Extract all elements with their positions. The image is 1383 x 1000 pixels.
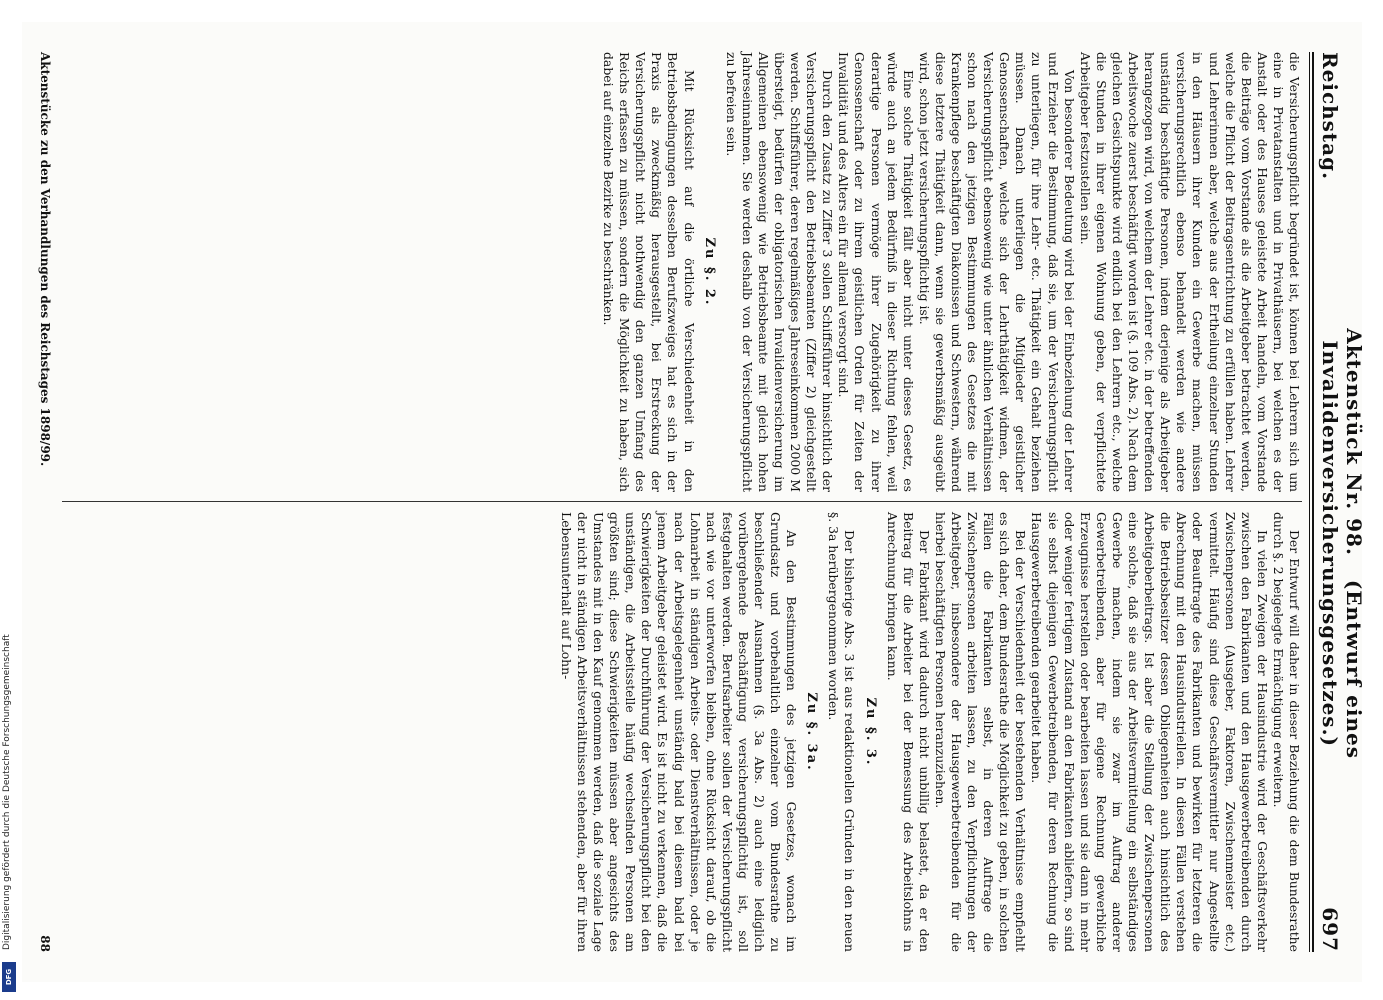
left-paragraph: Eine solche Thätigkeit fällt aber nicht unter dieses Gesetz, es würde auch an jedem Bedürfniß in dieser Richtung fehlen, weil derartige Personen vermöge ihrer Zugehörigkeit zu ihrer Genossenschaft oder zu ihrem geistlichen Orden für Zeiten der Invalidität und des Alters ein für allemal versorgt sind.	[836, 52, 916, 492]
header-left: Reichstag.	[1318, 52, 1342, 181]
section-heading: Zu §. 3.	[862, 697, 878, 767]
running-header	[1318, 52, 1366, 952]
right-paragraph: Der Entwurf will daher in dieser Beziehung die dem Bundesrathe durch §. 2 beigelegte Ermächtigung erweitern.	[1270, 512, 1302, 952]
signature-mark: 88	[38, 935, 52, 952]
section-heading: Zu §. 2.	[701, 237, 717, 307]
digitization-note-text: Digitalisierung gefördert durch die Deutsche Forschungsgemeinschaft	[2, 634, 12, 950]
rotated-page-content	[22, 22, 1366, 982]
left-paragraph: Von besonderer Bedeutung wird bei der Einbeziehung der Lehrer und Erzieher die Bestimmung, daß sie, um der Versicherungspflicht zu unterliegen, für ihre Lehr- etc. Thätigkeit ein Gehalt beziehen müssen. Danach unterliegen die Mitglieder geistlicher Genossenschaften, welche sich der Lehrthätigkeit widmen, der Versicherungspflicht ebensowenig wie unter ähnlichen Verhältnissen schon nach den jetzigen Bestimmungen des Gesetzes die mit Krankenpflege beschäftigten Diakonissen und Schwestern, während diese letztere Thätigkeit dann, wenn sie gewerbsmäßig ausgeübt wird, schon jetzt versicherungspflichtig ist.	[916, 52, 1077, 492]
footer-source: Aktenstücke zu den Verhandlungen des Reichstages 1898/99.	[38, 52, 52, 467]
left-column	[62, 52, 1302, 492]
right-paragraph: An den Bestimmungen des jetzigen Gesetzes, wonach im Grundsatz und vorbehaltlich einzelner vom Bundesrathe zu beschließender Ausnahmen (§. 3a Abs. 2) auch eine lediglich vorübergehende Beschäftigung versicherungspflichtig ist, soll festgehalten werden. Berufsarbeiter sollen der Versicherungspflicht nach wie vor unterworfen bleiben, ohne Rücksicht darauf, ob die Lohnarbeit in ständigen Arbeits- oder Dienstverhältnissen, oder je nach der Arbeitsgelegenheit unständig bald bei diesem bald bei jenem Arbeitgeber geleistet wird. Es ist nicht zu verkennen, daß die Schwierigkeiten der Durchführung der Versicherungspflicht bei den unständigen, die Arbeitsstelle häufig wechselnden Personen am größten sind; diese Schwierigkeiten müssen aber angesichts des Umstandes mit in den Kauf genommen werden, daß die soziale Lage der nicht in ständigen Arbeitsverhältnissen stehenden, aber für ihren Lebensunterhalt auf Lohn-	[558, 512, 800, 952]
digitization-note	[2, 30, 18, 970]
right-column	[62, 512, 1302, 952]
section-heading: Zu §. 3a.	[804, 692, 820, 772]
scanned-page	[22, 22, 1366, 982]
left-paragraph: Durch den Zusatz zu Ziffer 3 sollen Schiffsführer hinsichtlich der Versicherungspflicht den Betriebsbeamten (Ziffer 2) gleichgestellt werden. Schiffsführer, deren regelmäßiges Jahreseinkommen 2000 M übersteigt, bedürfen der obligatorischen Invalidenversicherung im Allgemeinen ebensowenig wie Betriebsbeamte mit gleich hohen Jahreseinnahmen. Sie werden deshalb von der Versicherungspflicht zu befreien sein.	[723, 52, 836, 492]
header-document-number: Aktenstück Nr. 98.	[1342, 328, 1366, 556]
header-rule-thin	[1309, 52, 1310, 952]
right-paragraph: Der Fabrikant wird dadurch nicht unbillig belastet, da er den Beitrag für die Arbeiter bei der Bemessung des Arbeitslohns in Anrechnung bringen kann.	[884, 512, 932, 952]
page-number: 697	[1318, 907, 1342, 952]
header-center	[1318, 180, 1366, 907]
dfg-logo-text: DFG	[5, 968, 13, 986]
right-paragraph: In vielen Zweigen der Hausindustrie wird der Geschäftsverkehr zwischen den Fabrikanten und den Hausgewerbetreibenden durch Zwischenpersonen (Ausgeber, Faktoren, Zwischenmeister etc.) vermittelt. Häufig sind diese Geschäftsvermittler nur Angestellte oder Beauftragte des Fabrikanten und bewirken für letzteren die Abrechnung mit den Hausindustriellen. In diesen Fällen verstehen die Betriebsbesitzer dessen Obliegenheiten auch hinsichtlich des Arbeitgeberbeitrags. Ist aber die Stellung der Zwischenpersonen eine solche, daß sie aus der Arbeitsvermittelung ein selbständiges Gewerbe machen, indem sie zwar im Auftrag anderer Gewerbetreibenden, aber für eigene Rechnung gewerbliche Erzeugnisse herstellen oder bearbeiten lassen und sie dann in mehr oder weniger fertigem Zustand an den Fabrikanten abliefern, so sind sie selbst diejenigen Gewerbetreibenden, für deren Rechnung die Hausgewerbetreibenden gearbeitet haben.	[1029, 512, 1270, 952]
right-paragraph: Der bisherige Abs. 3 ist aus redaktionellen Gründen in den neuen §. 3a herübergenommen worden.	[826, 512, 858, 952]
left-paragraph: Mit Rücksicht auf die örtliche Verschiedenheit in den Betriebsbedingungen desselben Berufszweiges hat es sich in der Praxis als zweckmäßig herausgestellt, bei Erstreckung der Versicherungspflicht nicht nothwendig den ganzen Umfang des Reichs erfassen zu müssen, sondern die Möglichkeit zu haben, sich dabei auf einzelne Bezirke zu beschränken.	[601, 52, 697, 492]
column-divider	[62, 501, 1302, 502]
page-footer	[38, 52, 52, 492]
header-rule	[1312, 52, 1314, 952]
header-document-title: (Entwurf eines Invalidenversicherungsgesetzes.)	[1318, 340, 1366, 760]
dfg-logo	[2, 962, 16, 992]
left-paragraph: die Versicherungspflicht begründet ist, können bei Lehrern sich um eine in Privatanstalten und in Privathäusern, bei welchen es der Anstalt oder des Hauses geleistete Arbeit handeln, vom Vorstande die Beiträge vom Vorstande als die Arbeitgeber betrachtet werden, welche die Pflicht der Beitragsentrichtung zu erfüllen haben. Lehrer und Lehrerinnen aber, welche aus der Ertheilung einzelner Stunden in den Häusern ihrer Kunden ein Gewerbe machen, müssen versicherungsrechtlich ebenso behandelt werden wie andere unständig beschäftigte Personen, indem derjenige als Arbeitgeber herangezogen wird, von welchem der Lehrer etc. in der betreffenden Arbeitswoche zuerst beschäftigt worden ist (§. 109 Abs. 2). Nach dem gleichen Gesichtspunkte wird endlich bei den Lehrern etc., welche die Stunden in ihrer eigenen Wohnung geben, der verpflichtete Arbeitgeber festzustellen sein.	[1077, 52, 1302, 492]
right-paragraph: Bei der Verschiedenheit der bestehenden Verhältnisse empfiehlt es sich daher, dem Bundesrathe die Möglichkeit zu geben, in solchen Fällen die Fabrikanten selbst, in deren Auftrage die Zwischenpersonen arbeiten lassen, zu den Verpflichtungen der Arbeitgeber, insbesondere der Hausgewerbetreibenden für die hierbei beschäftigten Personen heranzuziehen.	[932, 512, 1029, 952]
